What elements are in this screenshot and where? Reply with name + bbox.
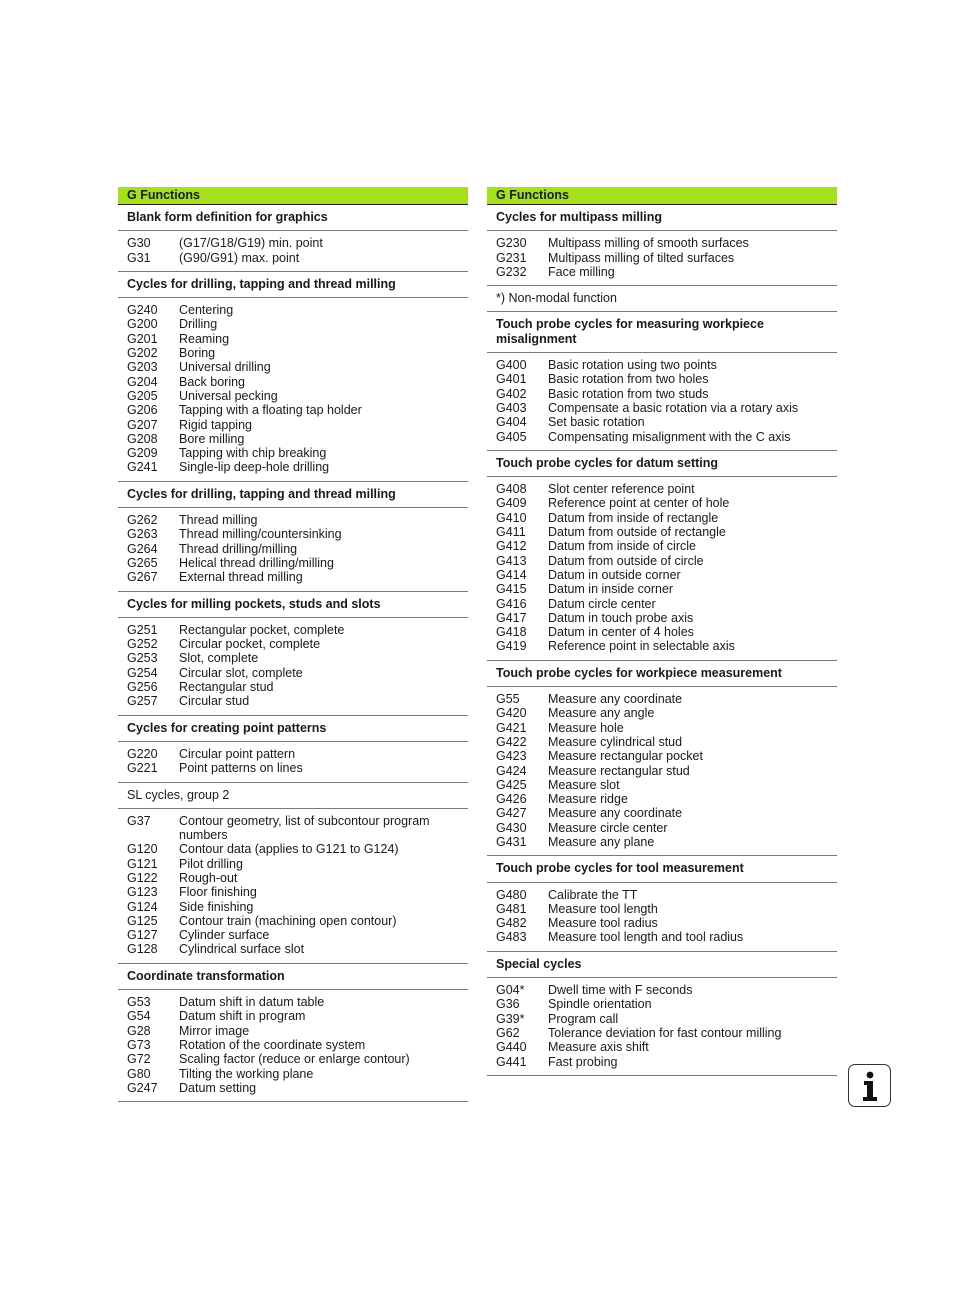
function-row <box>496 430 828 444</box>
g-code: G422 <box>496 734 527 749</box>
g-code: G413 <box>496 553 527 568</box>
g-code: G36 <box>496 997 520 1012</box>
g-code: G252 <box>127 637 158 652</box>
section-title: Touch probe cycles for datum setting <box>487 451 837 477</box>
g-code: G265 <box>127 555 158 570</box>
g-code-description: Boring <box>179 346 216 361</box>
section-title: Cycles for drilling, tapping and thread milling <box>118 482 468 508</box>
function-row <box>496 482 828 496</box>
g-code-description: Measure axis shift <box>548 1040 649 1055</box>
function-row <box>127 317 459 331</box>
section-title: Cycles for multipass milling <box>487 205 837 231</box>
g-code-description: Measure any coordinate <box>548 692 683 707</box>
function-row <box>496 835 828 849</box>
g-code-description: Helical thread drilling/milling <box>179 555 334 570</box>
function-row <box>127 446 459 460</box>
g-code-description: Program call <box>548 1011 619 1026</box>
function-row <box>496 568 828 582</box>
g-code-description: Measure slot <box>548 777 620 792</box>
section-title: Touch probe cycles for measuring workpiece misalignment <box>487 312 837 353</box>
info-icon <box>848 1064 891 1107</box>
section-title: Special cycles <box>487 952 837 978</box>
g-code: G427 <box>496 806 527 821</box>
g-code-description: Reference point in selectable axis <box>548 639 735 654</box>
g-code: G420 <box>496 706 527 721</box>
g-code: G232 <box>496 264 527 279</box>
function-row <box>127 914 459 928</box>
g-code-description: Measure hole <box>548 720 624 735</box>
g-code-description: Rough-out <box>179 870 238 885</box>
g-code-description: Centering <box>179 303 234 318</box>
g-code: G253 <box>127 651 158 666</box>
g-code: G425 <box>496 777 527 792</box>
function-row <box>496 236 828 250</box>
function-row <box>127 418 459 432</box>
g-code: G54 <box>127 1009 151 1024</box>
function-list <box>487 477 837 661</box>
function-row <box>127 389 459 403</box>
function-list <box>118 809 468 964</box>
g-code-description: Point patterns on lines <box>179 761 303 776</box>
g-code-description: Drilling <box>179 317 218 332</box>
section-title: Coordinate transformation <box>118 964 468 990</box>
g-code-description: Compensating misalignment with the C axis <box>548 429 791 444</box>
function-row <box>496 625 828 639</box>
g-code: G423 <box>496 749 527 764</box>
g-code-description: Reference point at center of hole <box>548 496 730 511</box>
g-code: G209 <box>127 446 158 461</box>
g-code-description: Datum from inside of rectangle <box>548 510 719 525</box>
g-code: G402 <box>496 386 527 401</box>
function-row <box>127 556 459 570</box>
g-code: G480 <box>496 887 527 902</box>
g-code-description: Measure rectangular pocket <box>548 749 703 764</box>
g-code: G416 <box>496 596 527 611</box>
g-code: G240 <box>127 303 158 318</box>
g-code: G264 <box>127 541 158 556</box>
g-code: G440 <box>496 1040 527 1055</box>
function-row <box>496 582 828 596</box>
g-code: G120 <box>127 842 158 857</box>
g-code: G128 <box>127 942 158 957</box>
g-code-description: Datum from outside of circle <box>548 553 704 568</box>
g-code: G28 <box>127 1023 151 1038</box>
g-code: G424 <box>496 763 527 778</box>
function-row <box>496 265 828 279</box>
g-code: G231 <box>496 250 527 265</box>
function-row <box>127 1081 459 1095</box>
function-row <box>496 539 828 553</box>
g-code-description: Set basic rotation <box>548 415 645 430</box>
g-code: G203 <box>127 360 158 375</box>
g-code-description: Thread milling/countersinking <box>179 527 342 542</box>
g-code: G262 <box>127 513 158 528</box>
function-row <box>127 680 459 694</box>
g-code: G256 <box>127 680 158 695</box>
g-code-description: Universal pecking <box>179 388 278 403</box>
g-code: G441 <box>496 1054 527 1069</box>
g-code: G241 <box>127 460 158 475</box>
g-code-description: Datum in inside corner <box>548 582 674 597</box>
table-header: G Functions <box>487 187 837 205</box>
g-code: G73 <box>127 1037 151 1052</box>
function-row <box>127 513 459 527</box>
g-code: G04* <box>496 983 525 998</box>
g-code-description: Tilting the working plane <box>179 1066 314 1081</box>
function-row <box>127 995 459 1009</box>
g-code-description: Single-lip deep-hole drilling <box>179 460 330 475</box>
function-row <box>496 1040 828 1054</box>
g-code-description: Tapping with chip breaking <box>179 446 327 461</box>
section-title: Touch probe cycles for tool measurement <box>487 856 837 882</box>
g-code: G481 <box>496 901 527 916</box>
function-row <box>496 983 828 997</box>
g-code-description: Reaming <box>179 331 230 346</box>
function-row <box>127 761 459 775</box>
g-code-description: Dwell time with F seconds <box>548 983 693 998</box>
g-code-description: Circular point pattern <box>179 746 296 761</box>
g-code: G401 <box>496 372 527 387</box>
function-row <box>496 916 828 930</box>
function-row <box>496 554 828 568</box>
g-code: G221 <box>127 761 158 776</box>
function-row <box>127 928 459 942</box>
g-code-description: Datum from outside of rectangle <box>548 525 726 540</box>
g-code-description: Thread milling <box>179 513 258 528</box>
g-code: G421 <box>496 720 527 735</box>
g-code-description: Measure any angle <box>548 706 655 721</box>
g-code: G431 <box>496 834 527 849</box>
g-code-description: (G90/G91) max. point <box>179 250 300 265</box>
function-row <box>127 637 459 651</box>
function-row <box>496 888 828 902</box>
g-code-description: Scaling factor (reduce or enlarge contour) <box>179 1052 410 1067</box>
g-code-description: Measure ridge <box>548 792 628 807</box>
function-list <box>487 231 837 286</box>
g-code: G123 <box>127 885 158 900</box>
g-code-description: Tapping with a floating tap holder <box>179 403 362 418</box>
g-code-description: Circular stud <box>179 694 250 709</box>
function-row <box>127 942 459 956</box>
function-row <box>127 1038 459 1052</box>
g-code-description: Pilot drilling <box>179 856 243 871</box>
function-row <box>496 1055 828 1069</box>
function-row <box>496 1012 828 1026</box>
function-row <box>127 360 459 374</box>
g-code: G37 <box>127 813 151 828</box>
g-code-description: Spindle orientation <box>548 997 652 1012</box>
function-row <box>496 806 828 820</box>
function-row <box>496 692 828 706</box>
g-code: G127 <box>127 928 158 943</box>
g-code-description: Circular pocket, complete <box>179 637 321 652</box>
g-code-description: Slot center reference point <box>548 482 695 497</box>
g-code: G205 <box>127 388 158 403</box>
function-row <box>127 651 459 665</box>
g-code: G409 <box>496 496 527 511</box>
function-list <box>118 990 468 1102</box>
g-code: G220 <box>127 746 158 761</box>
g-code-description: Basic rotation from two holes <box>548 372 709 387</box>
g-code-description: Measure cylindrical stud <box>548 734 683 749</box>
section-title: Cycles for drilling, tapping and thread milling <box>118 272 468 298</box>
g-code: G426 <box>496 792 527 807</box>
function-row <box>127 251 459 265</box>
g-code: G30 <box>127 236 151 251</box>
g-code-description: Datum in touch probe axis <box>548 610 694 625</box>
function-row <box>496 525 828 539</box>
function-row <box>496 358 828 372</box>
g-code-description: Measure tool length <box>548 901 658 916</box>
g-code: G125 <box>127 913 158 928</box>
left-column <box>118 187 468 1102</box>
g-code: G414 <box>496 567 527 582</box>
function-row <box>496 821 828 835</box>
function-row <box>127 1052 459 1066</box>
function-list <box>487 353 837 451</box>
g-code-description: Cylinder surface <box>179 928 270 943</box>
right-column <box>487 187 837 1076</box>
g-code-description: Circular slot, complete <box>179 665 303 680</box>
g-code: G72 <box>127 1052 151 1067</box>
g-code: G419 <box>496 639 527 654</box>
g-code-description: Datum shift in program <box>179 1009 306 1024</box>
g-code-description: Datum in center of 4 holes <box>548 625 694 640</box>
g-code-description: External thread milling <box>179 570 303 585</box>
g-code-description: Slot, complete <box>179 651 259 666</box>
function-row <box>127 332 459 346</box>
function-row <box>496 778 828 792</box>
function-row <box>496 387 828 401</box>
g-code-description: Datum from inside of circle <box>548 539 696 554</box>
function-row <box>127 900 459 914</box>
function-row <box>496 902 828 916</box>
g-code: G405 <box>496 429 527 444</box>
g-code: G430 <box>496 820 527 835</box>
function-list <box>487 978 837 1076</box>
g-code: G400 <box>496 358 527 373</box>
g-code-description: Bore milling <box>179 431 245 446</box>
function-row <box>127 432 459 446</box>
g-code: G482 <box>496 916 527 931</box>
function-row <box>127 694 459 708</box>
g-code: G412 <box>496 539 527 554</box>
g-code: G204 <box>127 374 158 389</box>
left-sections <box>118 205 468 1102</box>
g-code: G55 <box>496 692 520 707</box>
g-code-description: Universal drilling <box>179 360 271 375</box>
g-code: G121 <box>127 856 158 871</box>
function-row <box>127 1024 459 1038</box>
g-code-description: Multipass milling of tilted surfaces <box>548 250 735 265</box>
g-code: G207 <box>127 417 158 432</box>
function-row <box>496 749 828 763</box>
function-row <box>127 375 459 389</box>
section-title: Blank form definition for graphics <box>118 205 468 231</box>
g-code: G403 <box>496 400 527 415</box>
function-row <box>127 570 459 584</box>
g-code-description: Cylindrical surface slot <box>179 942 305 957</box>
g-code: G208 <box>127 431 158 446</box>
function-row <box>127 527 459 541</box>
function-row <box>127 460 459 474</box>
g-code: G201 <box>127 331 158 346</box>
g-code-description: Contour data (applies to G121 to G124) <box>179 842 399 857</box>
function-row <box>127 666 459 680</box>
g-code: G254 <box>127 665 158 680</box>
function-row <box>496 611 828 625</box>
function-row <box>127 1009 459 1023</box>
function-row <box>127 303 459 317</box>
g-code-description: Datum shift in datum table <box>179 995 325 1010</box>
function-row <box>496 764 828 778</box>
g-code: G417 <box>496 610 527 625</box>
g-code: G124 <box>127 899 158 914</box>
function-row <box>496 597 828 611</box>
g-code: G206 <box>127 403 158 418</box>
g-code: G247 <box>127 1080 158 1095</box>
g-code-description: Compensate a basic rotation via a rotary axis <box>548 400 799 415</box>
function-row <box>496 997 828 1011</box>
g-code: G418 <box>496 625 527 640</box>
g-code-description: Datum in outside corner <box>548 567 681 582</box>
g-code-description: Mirror image <box>179 1023 250 1038</box>
g-code: G415 <box>496 582 527 597</box>
function-list <box>487 687 837 856</box>
function-row <box>127 857 459 871</box>
g-code-description: Rotation of the coordinate system <box>179 1037 366 1052</box>
g-code-description: Datum setting <box>179 1080 257 1095</box>
g-code-description: Thread drilling/milling <box>179 541 298 556</box>
function-row <box>496 1026 828 1040</box>
function-row <box>496 706 828 720</box>
g-code-description: Contour geometry, list of subcontour program numbers <box>179 813 430 843</box>
g-code: G200 <box>127 317 158 332</box>
function-row <box>127 623 459 637</box>
function-row <box>127 1067 459 1081</box>
g-code: G404 <box>496 415 527 430</box>
table-header: G Functions <box>118 187 468 205</box>
g-code: G411 <box>496 525 526 540</box>
function-row <box>127 885 459 899</box>
g-code: G62 <box>496 1025 520 1040</box>
g-code: G230 <box>496 236 527 251</box>
function-row <box>496 401 828 415</box>
g-code: G408 <box>496 482 527 497</box>
section-title: Touch probe cycles for workpiece measurement <box>487 661 837 687</box>
function-row <box>496 639 828 653</box>
section-title: Cycles for milling pockets, studs and slots <box>118 592 468 618</box>
g-code-description: Floor finishing <box>179 885 257 900</box>
g-code-description: Tolerance deviation for fast contour milling <box>548 1025 782 1040</box>
function-row <box>496 735 828 749</box>
function-row <box>127 236 459 250</box>
function-row <box>127 542 459 556</box>
g-code-description: Datum circle center <box>548 596 656 611</box>
function-list <box>487 883 837 952</box>
g-code: G202 <box>127 346 158 361</box>
section-note: SL cycles, group 2 <box>118 783 468 809</box>
function-list <box>118 618 468 716</box>
g-code: G31 <box>127 250 151 265</box>
g-code: G257 <box>127 694 158 709</box>
g-code: G53 <box>127 995 151 1010</box>
function-list <box>118 742 468 783</box>
g-code-description: Measure tool radius <box>548 916 658 931</box>
g-code-description: Basic rotation from two studs <box>548 386 709 401</box>
g-code-description: Measure tool length and tool radius <box>548 930 744 945</box>
function-row <box>127 871 459 885</box>
function-row <box>496 792 828 806</box>
section-title: Cycles for creating point patterns <box>118 716 468 742</box>
g-code: G267 <box>127 570 158 585</box>
function-row <box>127 403 459 417</box>
g-code-description: Measure any coordinate <box>548 806 683 821</box>
g-code-description: Side finishing <box>179 899 254 914</box>
g-code-description: Face milling <box>548 264 615 279</box>
function-row <box>127 842 459 856</box>
g-code-description: Measure any plane <box>548 834 655 849</box>
function-list <box>118 298 468 482</box>
right-sections <box>487 205 837 1076</box>
function-row <box>127 346 459 360</box>
function-row <box>496 721 828 735</box>
g-code-description: Fast probing <box>548 1054 618 1069</box>
g-code-description: Measure circle center <box>548 820 668 835</box>
function-row <box>496 930 828 944</box>
g-code-description: Rectangular stud <box>179 680 274 695</box>
g-code-description: Calibrate the TT <box>548 887 638 902</box>
g-code-description: Measure rectangular stud <box>548 763 690 778</box>
g-code: G483 <box>496 930 527 945</box>
function-row <box>496 496 828 510</box>
g-code-description: Contour train (machining open contour) <box>179 913 397 928</box>
g-code: G251 <box>127 622 158 637</box>
section-note: *) Non-modal function <box>487 286 837 312</box>
function-row <box>496 251 828 265</box>
g-code: G263 <box>127 527 158 542</box>
function-row <box>496 372 828 386</box>
g-code-description: Rectangular pocket, complete <box>179 622 345 637</box>
function-list <box>118 231 468 272</box>
function-list <box>118 508 468 591</box>
function-row <box>496 511 828 525</box>
function-row <box>496 415 828 429</box>
g-code-description: (G17/G18/G19) min. point <box>179 236 323 251</box>
g-code-description: Rigid tapping <box>179 417 252 432</box>
g-code: G39* <box>496 1011 525 1026</box>
g-code: G410 <box>496 510 527 525</box>
g-code: G122 <box>127 870 158 885</box>
g-code-description: Basic rotation using two points <box>548 358 717 373</box>
function-row <box>127 747 459 761</box>
g-code-description: Multipass milling of smooth surfaces <box>548 236 749 251</box>
g-code-description: Back boring <box>179 374 246 389</box>
function-row <box>127 814 459 843</box>
g-code: G80 <box>127 1066 151 1081</box>
